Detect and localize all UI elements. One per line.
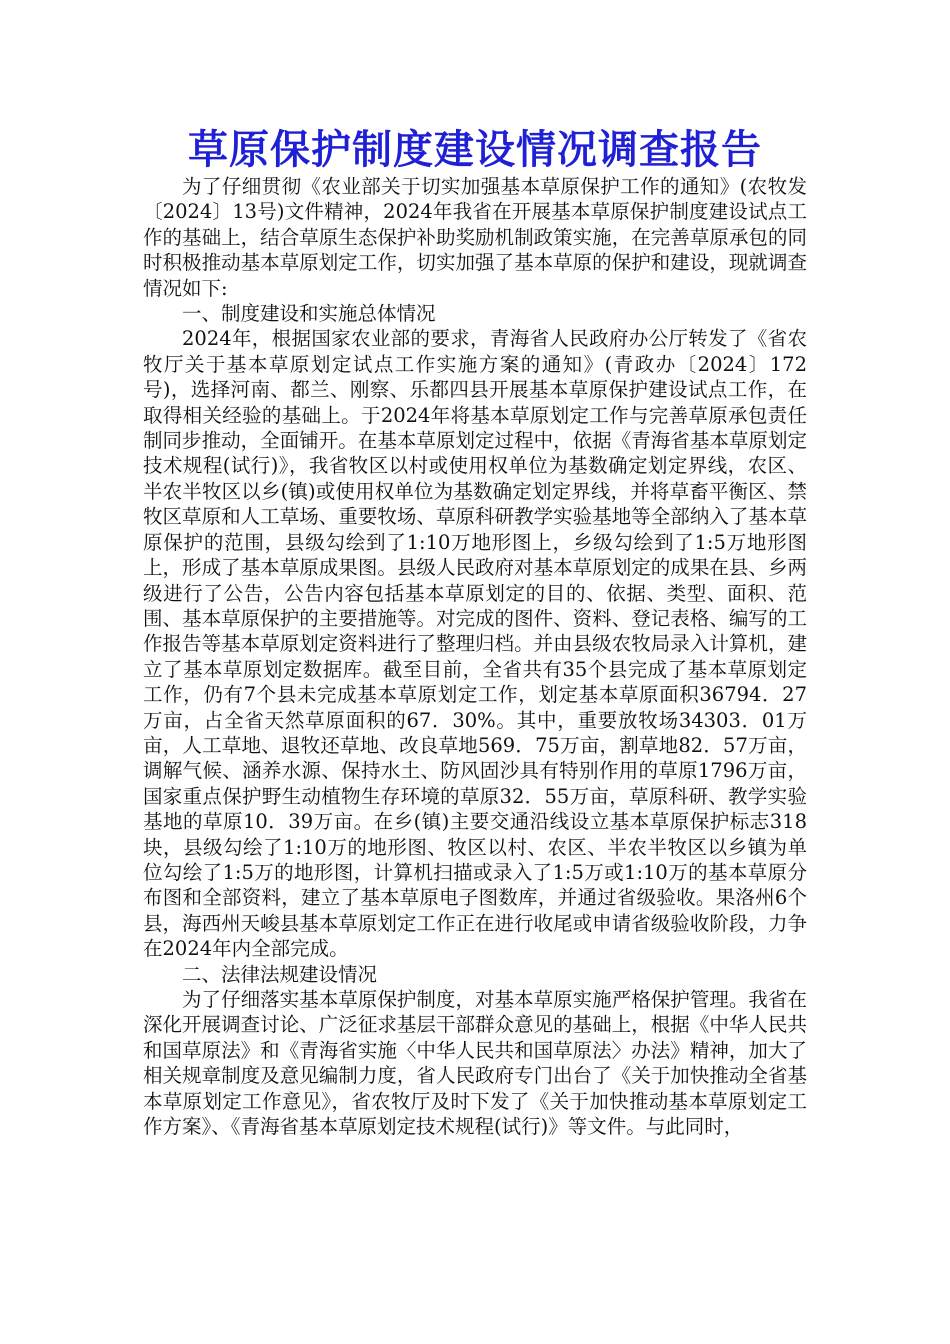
document-title: 草原保护制度建设情况调查报告 bbox=[188, 126, 762, 173]
paragraph-section-1: 2024年，根据国家农业部的要求，青海省人民政府办公厅转发了《省农牧厅关于基本草原划定试点工作实施方案的通知》(青政办〔2024〕172号)，选择河南、都兰、刚察、乐都四县开展基本草原保护建设试点工作，在取得相关经验的基础上。于2024年将基本草原划定工作与完善草原承包责任制同步推动，全面铺开。在基本草原划定过程中，依据《青海省基本草原划定技术规程(试行)》，我省牧区以村或使用权单位为基数确定划定界线，农区、半农半牧区以乡(镇)或使用权单位为基数确定划定界线，并将草畜平衡区、禁牧区草原和人工草场、重要牧场、草原科研教学实验基地等全部纳入了基本草原保护的范围，县级勾绘到了1:10万地形图上，乡级勾绘到了1:5万地形图上，形成了基本草原成果图。县级人民政府对基本草原划定的成果在县、乡两级进行了公告，公告内容包括基本草原划定的目的、依据、类型、面积、范围、基本草原保护的主要措施等。对完成的图件、资料、登记表格、编写的工作报告等基本草原划定资料进行了整理归档。并由县级农牧局录入计算机，建立了基本草原划定数据库。截至目前，全省共有35个县完成了基本草原划定工作，仍有7个县未完成基本草原划定工作，划定基本草原面积36794．27万亩，占全省天然草原面积的67．30%。其中，重要放牧场34303．01万亩，人工草地、退牧还草地、改良草地569．75万亩，割草地82．57万亩，调解气候、涵养水源、保持水土、防风固沙具有特别作用的草原1796万亩，国家重点保护野生动植物生存环境的草原32．55万亩，草原科研、教学实验基地的草原10．39万亩。在乡(镇)主要交通沿线设立基本草原保护标志318块，县级勾绘了1:10万的地形图、牧区以村、农区、半农半牧区以乡镇为单位勾绘了1:5万的地形图，计算机扫描或录入了1:5万或1:10万的基本草原分布图和全部资料，建立了基本草原电子图数库，并通过省级验收。果洛州6个县，海西州天峻县基本草原划定工作正在进行收尾或申请省级验收阶段，力争在2024年内全部完成。 bbox=[143, 327, 807, 961]
document-body bbox=[143, 174, 807, 1139]
paragraph-intro: 为了仔细贯彻《农业部关于切实加强基本草原保护工作的通知》(农牧发〔2024〕13号)文件精神，2024年我省在开展基本草原保护制度建设试点工作的基础上，结合草原生态保护补助奖励机制政策实施，在完善草原承包的同时积极推动基本草原划定工作，切实加强了基本草原的保护和建设，现就调查情况如下: bbox=[143, 175, 807, 300]
section-heading-1: 一、制度建设和实施总体情况 bbox=[182, 302, 436, 326]
section-heading-2: 二、法律法规建设情况 bbox=[182, 962, 378, 986]
paragraph-section-2: 为了仔细落实基本草原保护制度，对基本草原实施严格保护管理。我省在深化开展调查讨论、广泛征求基层干部群众意见的基础上，根据《中华人民共和国草原法》和《青海省实施〈中华人民共和国草原法〉办法》精神，加大了相关规章制度及意见编制力度，省人民政府专门出台了《关于加快推动全省基本草原划定工作意见》，省农牧厅及时下发了《关于加快推动基本草原划定工作方案》、《青海省基本草原划定技术规程(试行)》等文件。与此同时， bbox=[143, 988, 807, 1139]
